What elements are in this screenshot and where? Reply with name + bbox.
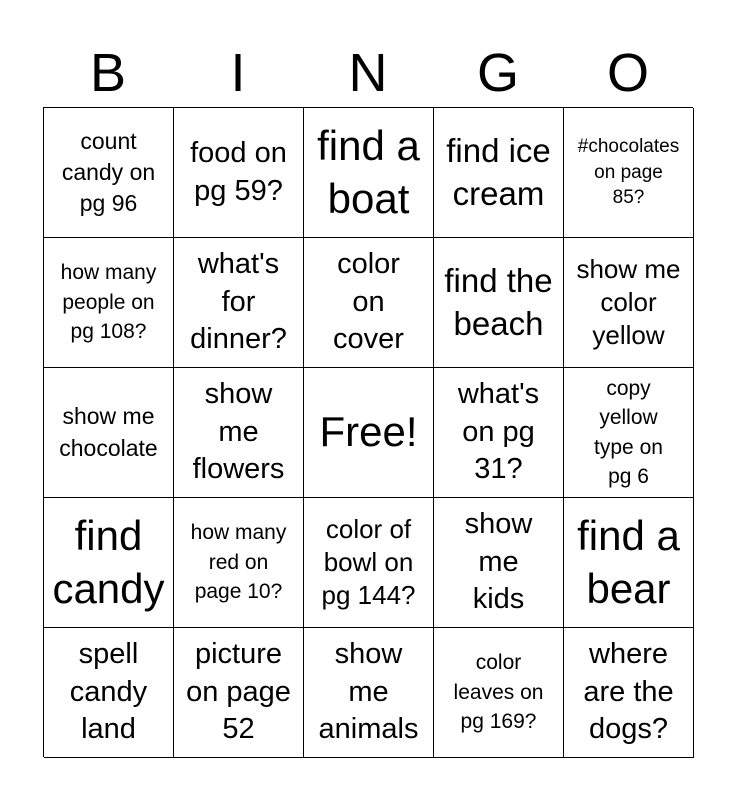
bingo-cell-r3-c1[interactable] (44, 368, 174, 498)
bingo-cell-r5-c2[interactable] (174, 628, 304, 758)
cell-text: how many people on pg 108? (60, 261, 157, 344)
cell-text: find the beach (444, 262, 553, 342)
bingo-cell-r1-c4[interactable] (434, 108, 564, 238)
bingo-cell-r4-c4[interactable] (434, 498, 564, 628)
cell-text: where are the dogs? (583, 637, 674, 746)
cell-text: color leaves on pg 169? (453, 651, 544, 734)
bingo-cell-r2-c5[interactable] (564, 238, 694, 368)
bingo-cell-r5-c1[interactable] (44, 628, 174, 758)
bingo-cell-free[interactable] (304, 368, 434, 498)
cell-text: color on cover (333, 247, 404, 356)
cell-text: #chocolates on page 85? (577, 136, 680, 209)
cell-text: color of bowl on pg 144? (321, 513, 416, 611)
cell-text: how many red on page 10? (190, 521, 287, 604)
bingo-cell-r5-c4[interactable] (434, 628, 564, 758)
cell-text: find a bear (577, 511, 680, 612)
header-letter-n: N (348, 43, 388, 103)
bingo-header (43, 40, 693, 106)
header-letter-b: B (89, 43, 127, 103)
cell-text: find ice cream (446, 132, 551, 212)
cell-text: copy yellow type on pg 6 (594, 376, 663, 488)
bingo-cell-r2-c3[interactable] (304, 238, 434, 368)
cell-text: picture on page 52 (186, 637, 291, 746)
cell-text: what's on pg 31? (457, 377, 540, 486)
bingo-cell-r4-c1[interactable] (44, 498, 174, 628)
header-letter-i: I (230, 43, 246, 103)
cell-text: count candy on pg 96 (61, 127, 156, 217)
bingo-cell-r4-c5[interactable] (564, 498, 694, 628)
cell-text: what's for dinner? (190, 247, 287, 356)
bingo-cell-r1-c2[interactable] (174, 108, 304, 238)
header-letter-g: G (476, 43, 519, 103)
bingo-cell-r3-c2[interactable] (174, 368, 304, 498)
cell-text: food on pg 59? (190, 136, 287, 207)
cell-text: find a boat (317, 121, 420, 222)
cell-text: show me chocolate (59, 403, 158, 461)
bingo-cell-r1-c1[interactable] (44, 108, 174, 238)
cell-text: show me animals (318, 637, 419, 746)
bingo-cell-r1-c3[interactable] (304, 108, 434, 238)
bingo-cell-r2-c2[interactable] (174, 238, 304, 368)
bingo-cell-r4-c2[interactable] (174, 498, 304, 628)
cell-text: spell candy land (69, 637, 148, 746)
bingo-cell-r5-c3[interactable] (304, 628, 434, 758)
bingo-cell-r3-c4[interactable] (434, 368, 564, 498)
cell-text: show me color yellow (576, 253, 681, 351)
bingo-cell-r2-c4[interactable] (434, 238, 564, 368)
bingo-cell-r5-c5[interactable] (564, 628, 694, 758)
bingo-board (43, 107, 693, 757)
cell-text: find candy (52, 511, 165, 612)
bingo-cell-r4-c3[interactable] (304, 498, 434, 628)
cell-text: show me kids (464, 507, 533, 616)
cell-text: show me flowers (192, 377, 285, 486)
bingo-cell-r3-c5[interactable] (564, 368, 694, 498)
free-space-text: Free! (319, 408, 418, 456)
bingo-cell-r2-c1[interactable] (44, 238, 174, 368)
bingo-cell-r1-c5[interactable] (564, 108, 694, 238)
header-letter-o: O (606, 43, 649, 103)
